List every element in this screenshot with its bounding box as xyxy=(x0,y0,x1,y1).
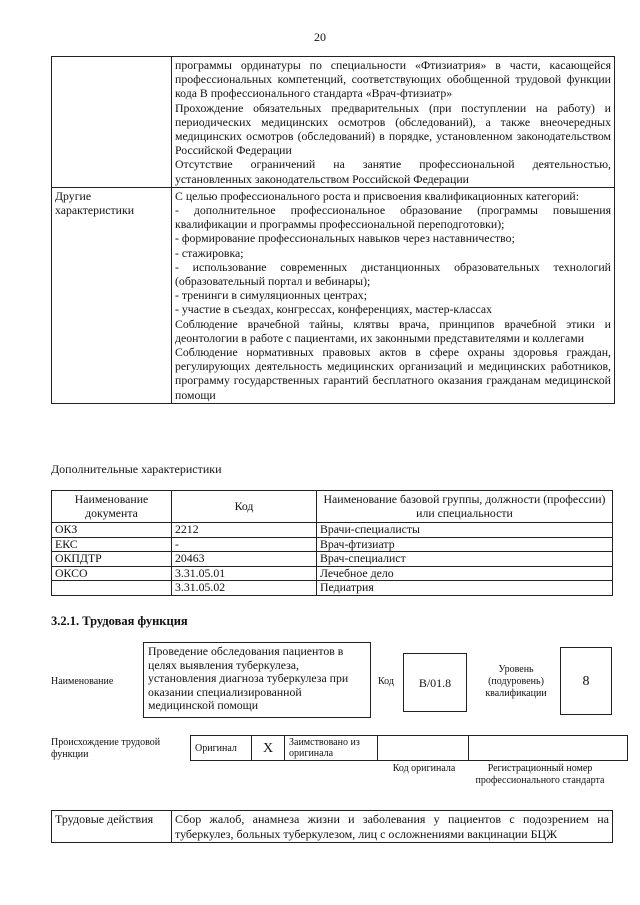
table-row xyxy=(52,552,613,567)
paragraph: - участие в съездах, конгрессах, конференциях, мастер-классах xyxy=(175,302,493,317)
paragraph: С целью профессионального роста и присвоения квалификационных категорий: xyxy=(175,188,579,203)
labor-actions-label: Трудовые действия xyxy=(52,811,172,843)
table-cell: 3.31.05.01 xyxy=(172,566,317,581)
labor-actions-value: Сбор жалоб, анамнеза жизни и заболевания у пациентов с подозрением на туберкулез, больных туберкулезом, лиц с осложнениями вакцинации БЦЖ xyxy=(172,811,613,843)
paragraph: - формирование профессиональных навыков через наставничество; xyxy=(175,231,515,246)
table-cell xyxy=(52,581,172,596)
page-number: 20 xyxy=(314,30,326,44)
original-label: Оригинал xyxy=(191,736,252,761)
paragraph: Отсутствие ограничений на занятие профессиональной деятельностью, установленных законодательством Российской Федерации xyxy=(175,157,611,186)
column-header: Наименование документа xyxy=(52,491,172,523)
paragraph: Прохождение обязательных предварительных (при поступлении на работу) и периодических медицинских осмотров (обследований), а также внеочередных медицинских осмотров (обследований) в порядке, установленном законодательством Российской Федерации xyxy=(175,100,611,158)
additional-characteristics-table xyxy=(51,490,613,596)
table-cell: Врач-специалист xyxy=(317,552,613,567)
row-content xyxy=(172,187,615,403)
column-header: Наименование базовой группы, должности (профессии) или специальности xyxy=(317,491,613,523)
qualification-level-label: Уровень (подуровень) квалификации xyxy=(485,664,547,699)
registration-number-label: Регистрационный номер профессионального стандарта xyxy=(475,763,605,786)
labor-function-name: Проведение обследования пациентов в целях выявления туберкулеза, установления диагноза туберкулеза при оказании специализированной медицинской помощи xyxy=(143,642,371,718)
table-cell: ОКПДТР xyxy=(52,552,172,567)
table-cell: Врачи-специалисты xyxy=(317,523,613,538)
paragraph: - тренинги в симуляционных центрах; xyxy=(175,288,367,303)
paragraph: - использование современных дистанционных образовательных технологий (образовательный портал и вебинары); xyxy=(175,259,611,289)
original-mark: X xyxy=(252,736,285,761)
row-content xyxy=(172,57,615,188)
labor-function-code: B/01.8 xyxy=(403,653,467,712)
table-row xyxy=(52,187,615,403)
column-header: Код xyxy=(172,491,317,523)
origin-label: Происхождение трудовой функции xyxy=(51,737,161,760)
table-row xyxy=(52,811,613,843)
paragraph: Соблюдение врачебной тайны, клятвы врача, принципов врачебной этики и деонтологии в работе с пациентами, их законными представителями и коллегами xyxy=(175,316,611,345)
borrowed-label: Заимствовано из оригинала xyxy=(285,736,378,761)
labor-function-heading: 3.2.1. Трудовая функция xyxy=(51,614,188,628)
row-label xyxy=(52,57,172,188)
name-label: Наименование xyxy=(51,676,114,687)
row-label-other-characteristics: Другие характеристики xyxy=(52,187,172,403)
table-cell: - xyxy=(172,537,317,552)
original-code-label: Код оригинала xyxy=(392,763,456,774)
table-row xyxy=(52,581,613,596)
qualification-level-value: 8 xyxy=(560,647,612,715)
table-cell: 2212 xyxy=(172,523,317,538)
table-cell: ОКЗ xyxy=(52,523,172,538)
table-row xyxy=(52,57,615,188)
table-cell: Педиатрия xyxy=(317,581,613,596)
table-row xyxy=(191,736,628,761)
table-row xyxy=(52,523,613,538)
table-row xyxy=(52,537,613,552)
qualification-requirements-table xyxy=(51,56,615,404)
paragraph: программы ординатуры по специальности «Фтизиатрия» в части, касающейся профессиональных компетенций, соответствующих обобщенной трудовой функции кода В профессионального стандарта «Врач-фтизиатр» xyxy=(175,58,611,101)
original-code-cell xyxy=(378,736,469,761)
registration-number-cell xyxy=(469,736,628,761)
table-header-row xyxy=(52,491,613,523)
table-cell: 3.31.05.02 xyxy=(172,581,317,596)
table-cell: Врач-фтизиатр xyxy=(317,537,613,552)
table-cell: Лечебное дело xyxy=(317,566,613,581)
table-row xyxy=(52,566,613,581)
additional-characteristics-caption: Дополнительные характеристики xyxy=(51,462,222,476)
table-cell: 20463 xyxy=(172,552,317,567)
paragraph: - дополнительное профессиональное образование (программы повышения квалификации и программы профессиональной переподготовки); xyxy=(175,203,611,232)
table-cell: ОКСО xyxy=(52,566,172,581)
table-cell: ЕКС xyxy=(52,537,172,552)
origin-table xyxy=(190,735,628,761)
code-label: Код xyxy=(378,676,394,687)
paragraph: Соблюдение нормативных правовых актов в сфере охраны здоровья граждан, регулирующих деятельность медицинских организаций и медицинских работников, программу государственных гарантий бесплатного оказания гражданам медицинской помощи xyxy=(175,345,611,402)
labor-actions-table xyxy=(51,810,613,843)
paragraph: - стажировка; xyxy=(175,245,244,260)
